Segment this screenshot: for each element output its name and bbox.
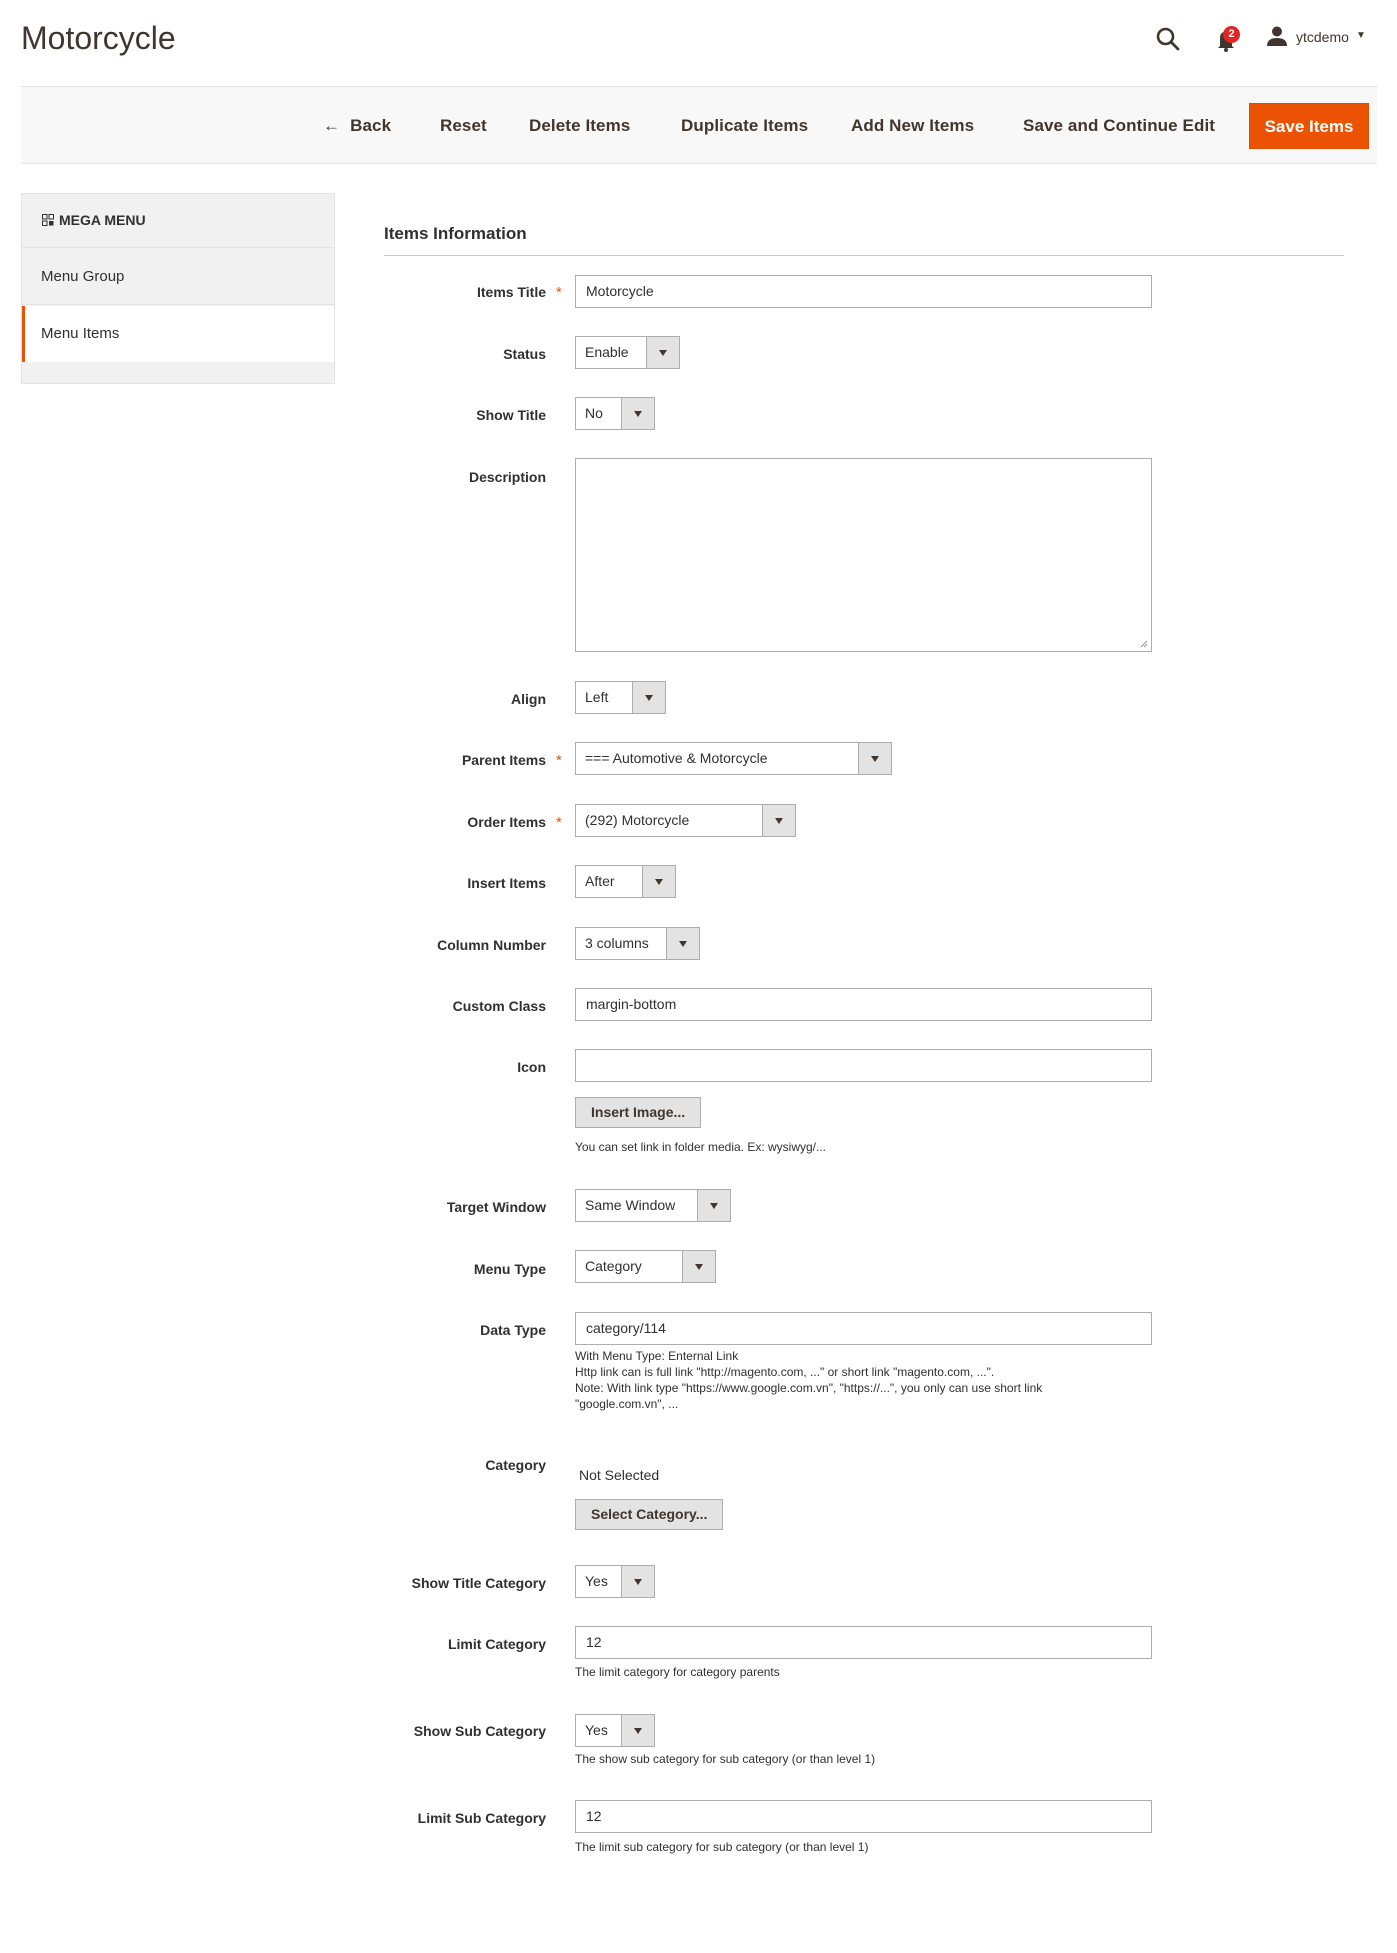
data-type-note-line-4: "google.com.vn", ...	[575, 1397, 679, 1411]
custom-class-label: Custom Class	[452, 998, 546, 1014]
user-icon[interactable]	[1266, 25, 1288, 47]
data-type-note-line-2: Http link can is full link "http://magento.com, ..." or short link "magento.com, ...".	[575, 1365, 995, 1379]
show-title-label: Show Title	[476, 407, 546, 423]
page-actions-bar	[21, 86, 1377, 164]
limit-category-input[interactable]: 12	[575, 1626, 1152, 1659]
sidebar-header	[22, 194, 334, 248]
icon-note: You can set link in folder media. Ex: wysiwyg/...	[575, 1140, 827, 1154]
duplicate-items-button[interactable]: Duplicate Items	[681, 116, 809, 135]
search-icon[interactable]	[1155, 26, 1181, 52]
description-textarea[interactable]	[575, 458, 1152, 652]
show-title-category-select[interactable]	[575, 1565, 655, 1598]
target-window-select[interactable]	[575, 1189, 731, 1222]
resize-grip-icon[interactable]	[1140, 640, 1148, 648]
back-button-label: Back	[350, 116, 392, 135]
data-type-note-line-1: With Menu Type: Enternal Link	[575, 1349, 739, 1363]
menu-type-label: Menu Type	[473, 1261, 546, 1277]
target-window-label: Target Window	[446, 1199, 546, 1215]
show-sub-category-label: Show Sub Category	[413, 1723, 546, 1739]
chevron-down-icon	[697, 1190, 730, 1221]
select-category-button[interactable]: Select Category...	[575, 1499, 723, 1530]
parent-items-value: === Automotive & Motorcycle	[585, 750, 768, 766]
arrow-left-icon: ←	[323, 116, 341, 135]
page-title: Motorcycle	[21, 20, 176, 56]
limit-category-note: The limit category for category parents	[575, 1665, 780, 1679]
limit-sub-category-label: Limit Sub Category	[417, 1810, 546, 1826]
chevron-down-icon	[621, 1566, 654, 1597]
notification-badge[interactable]: 2	[1223, 26, 1240, 43]
column-number-label: Column Number	[437, 937, 546, 953]
data-type-label: Data Type	[480, 1322, 546, 1338]
section-title: Items Information	[384, 224, 527, 243]
delete-items-button[interactable]: Delete Items	[529, 116, 631, 135]
order-items-value: (292) Motorcycle	[585, 812, 690, 828]
chevron-down-icon	[621, 1715, 654, 1746]
chevron-down-icon	[621, 398, 654, 429]
sidebar-title: MEGA MENU	[59, 212, 146, 228]
show-sub-category-select[interactable]	[575, 1714, 655, 1747]
insert-image-button[interactable]: Insert Image...	[575, 1097, 701, 1128]
sidebar-item-menu-items[interactable]: Menu Items	[22, 306, 334, 362]
parent-items-label: Parent Items	[461, 752, 546, 768]
show-title-category-value: Yes	[585, 1573, 608, 1589]
chevron-down-icon	[632, 682, 665, 713]
chevron-down-icon	[682, 1251, 715, 1282]
required-marker: *	[556, 284, 562, 301]
chevron-down-icon[interactable]: ▼	[1356, 30, 1366, 41]
description-label: Description	[468, 469, 546, 485]
column-number-select[interactable]	[575, 927, 700, 960]
reset-button[interactable]: Reset	[440, 116, 487, 135]
section-divider	[384, 255, 1344, 256]
items-title-label: Items Title	[477, 284, 546, 300]
chevron-down-icon	[666, 928, 699, 959]
align-label: Align	[511, 691, 546, 707]
show-title-select[interactable]	[575, 397, 655, 430]
grid-icon	[42, 214, 54, 226]
status-value: Enable	[585, 344, 629, 360]
limit-sub-category-input[interactable]: 12	[575, 1800, 1152, 1833]
order-items-label: Order Items	[467, 814, 546, 830]
save-items-button[interactable]: Save Items	[1249, 103, 1369, 149]
limit-sub-category-note: The limit sub category for sub category (or than level 1)	[575, 1840, 869, 1854]
sidebar-item-menu-group[interactable]: Menu Group	[22, 249, 334, 305]
insert-items-select[interactable]	[575, 865, 676, 898]
category-value: Not Selected	[579, 1467, 660, 1483]
icon-label: Icon	[517, 1059, 546, 1075]
status-select[interactable]	[575, 336, 680, 369]
show-sub-category-note: The show sub category for sub category (or than level 1)	[575, 1752, 876, 1766]
insert-items-value: After	[585, 873, 615, 889]
menu-type-value: Category	[585, 1258, 642, 1274]
parent-items-select[interactable]	[575, 742, 892, 775]
icon-input[interactable]	[575, 1049, 1152, 1082]
column-number-value: 3 columns	[585, 935, 649, 951]
insert-items-label: Insert Items	[467, 875, 546, 891]
items-title-input[interactable]: Motorcycle	[575, 275, 1152, 308]
custom-class-input[interactable]: margin-bottom	[575, 988, 1152, 1021]
required-marker: *	[556, 814, 562, 831]
menu-type-select[interactable]	[575, 1250, 716, 1283]
category-label: Category	[485, 1457, 546, 1473]
chevron-down-icon	[646, 337, 679, 368]
data-type-input[interactable]: category/114	[575, 1312, 1152, 1345]
user-name[interactable]: ytcdemo	[1296, 29, 1349, 45]
sidebar	[21, 193, 335, 384]
back-button[interactable]	[323, 87, 391, 165]
chevron-down-icon	[762, 805, 795, 836]
chevron-down-icon	[858, 743, 891, 774]
add-new-items-button[interactable]: Add New Items	[851, 116, 975, 135]
align-select[interactable]	[575, 681, 666, 714]
show-sub-category-value: Yes	[585, 1722, 608, 1738]
status-label: Status	[503, 346, 546, 362]
show-title-value: No	[585, 405, 603, 421]
show-title-category-label: Show Title Category	[411, 1575, 546, 1591]
chevron-down-icon	[642, 866, 675, 897]
required-marker: *	[556, 752, 562, 769]
align-value: Left	[585, 689, 609, 705]
order-items-select[interactable]	[575, 804, 796, 837]
save-and-continue-button[interactable]: Save and Continue Edit	[1023, 116, 1216, 135]
data-type-note-line-3: Note: With link type "https://www.google.com.vn", "https://...", you only can use short link	[575, 1381, 1043, 1395]
target-window-value: Same Window	[585, 1197, 676, 1213]
limit-category-label: Limit Category	[447, 1636, 546, 1652]
